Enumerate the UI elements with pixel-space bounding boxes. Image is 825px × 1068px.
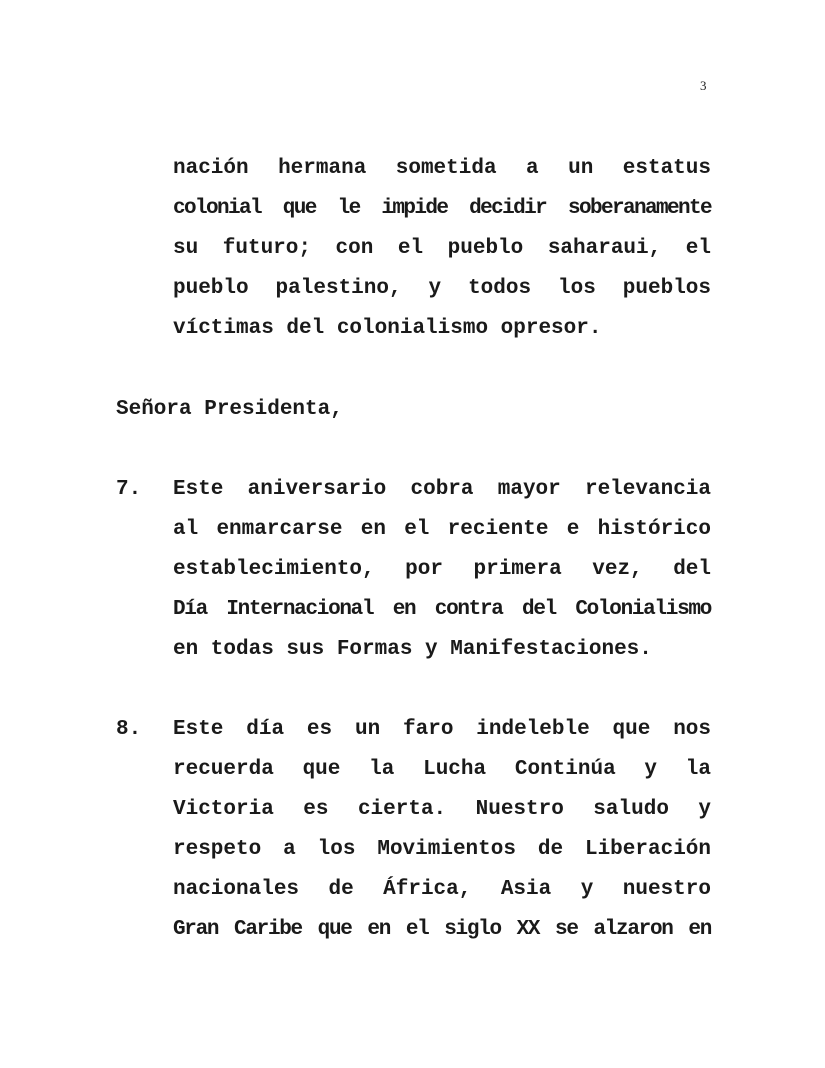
salutation: Señora Presidenta, (116, 398, 343, 421)
paragraph-number: 8. (116, 718, 142, 741)
paragraph-line: Este día es un faro indeleble que nos (173, 718, 711, 741)
paragraph-line: Día Internacional en contra del Colonialismo (173, 598, 711, 621)
paragraph-line: su futuro; con el pueblo saharaui, el (173, 237, 711, 260)
paragraph-line: respeto a los Movimientos de Liberación (173, 838, 711, 861)
paragraph-line: pueblo palestino, y todos los pueblos (173, 277, 711, 300)
paragraph-line: al enmarcarse en el reciente e histórico (173, 518, 711, 541)
paragraph-line: recuerda que la Lucha Continúa y la (173, 758, 711, 781)
page-number: 3 (700, 78, 707, 93)
paragraph-line: colonial que le impide decidir soberanamente (173, 197, 711, 220)
paragraph-line: víctimas del colonialismo opresor. (173, 317, 602, 340)
paragraph-line: nacionales de África, Asia y nuestro (173, 878, 711, 901)
paragraph-number: 7. (116, 478, 142, 501)
paragraph-line: Gran Caribe que en el siglo XX se alzaron en (173, 918, 711, 941)
paragraph-line: nación hermana sometida a un estatus (173, 157, 711, 180)
paragraph-line: en todas sus Formas y Manifestaciones. (173, 638, 652, 661)
paragraph-line: establecimiento, por primera vez, del (173, 558, 711, 581)
paragraph-line: Este aniversario cobra mayor relevancia (173, 478, 711, 501)
paragraph-line: Victoria es cierta. Nuestro saludo y (173, 798, 711, 821)
